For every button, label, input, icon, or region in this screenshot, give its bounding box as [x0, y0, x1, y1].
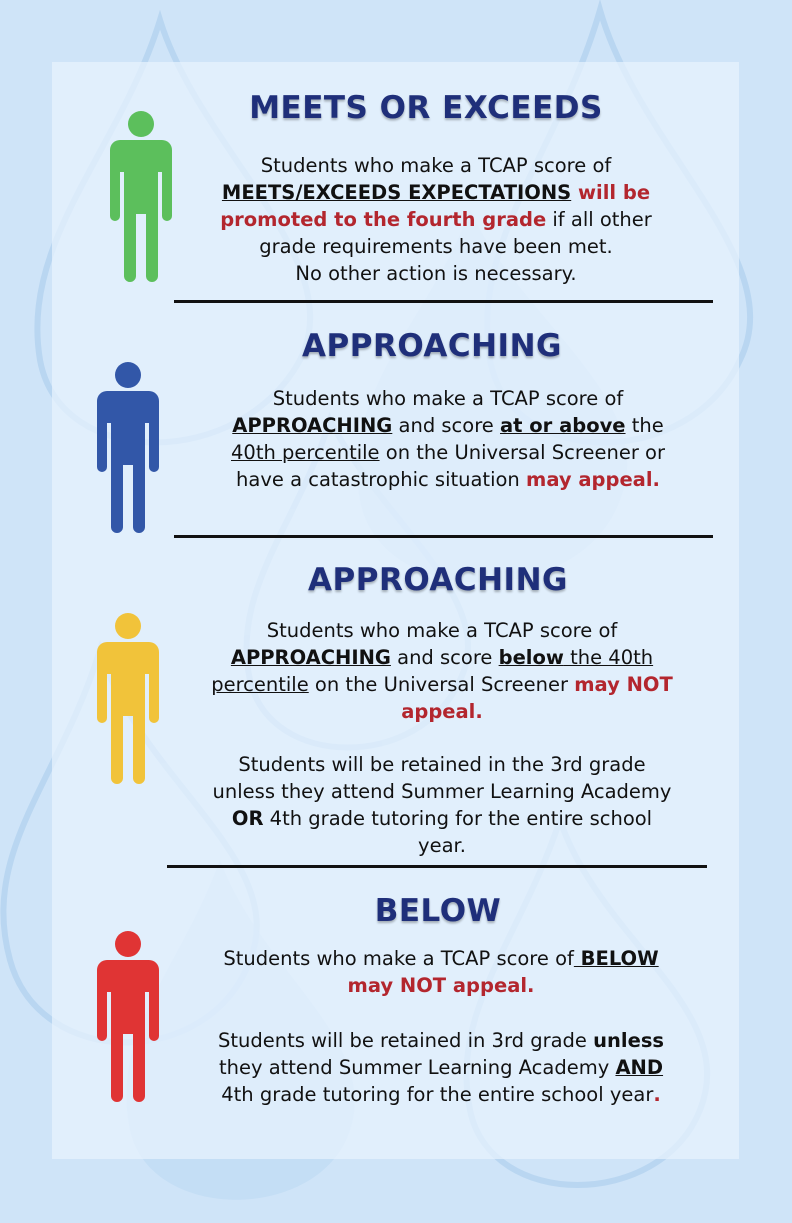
text: . [653, 1083, 661, 1106]
text: if all other [546, 208, 652, 231]
emphasis-percentile: percentile [211, 673, 309, 696]
yellow-person-icon [93, 612, 163, 784]
green-person-icon [106, 110, 176, 282]
divider [174, 535, 713, 538]
approaching-retention-note [178, 751, 706, 859]
emphasis-and: AND [615, 1056, 664, 1079]
text: 4th grade tutoring for the entire school [263, 807, 653, 830]
emphasis-approaching: APPROACHING [232, 414, 393, 437]
emphasis-below: BELOW [573, 947, 659, 970]
emphasis-approaching: APPROACHING [230, 646, 391, 669]
emphasis-40th-percentile: 40th percentile [231, 441, 380, 464]
text: and score [390, 646, 499, 669]
emphasis-below: below [498, 646, 564, 669]
heading-meets-or-exceeds: MEETS OR EXCEEDS [249, 90, 603, 126]
emphasis-or: OR [231, 807, 264, 830]
text: and score [392, 414, 500, 437]
text: on the Universal Screener or [379, 441, 665, 464]
text: Students who make a TCAP score of [223, 947, 574, 970]
text: grade requirements have been met. [259, 235, 613, 258]
emphasis-promoted: promoted to the fourth grade [220, 208, 547, 231]
text: 4th grade tutoring for the entire school year [221, 1083, 654, 1106]
text: Students will be retained in the 3rd grade [238, 753, 646, 776]
red-person-icon [93, 930, 163, 1102]
text: Students will be retained in 3rd grade [217, 1029, 594, 1052]
emphasis-appeal: appeal. [401, 700, 483, 723]
text: will be [571, 181, 651, 204]
divider [174, 300, 713, 303]
text: the [625, 414, 664, 437]
emphasis-may-appeal: may appeal. [526, 468, 660, 491]
meets-description [196, 152, 676, 287]
approaching-no-appeal-description [186, 617, 698, 725]
emphasis-may-not: may NOT [574, 673, 673, 696]
heading-below: BELOW [374, 893, 502, 929]
emphasis-unless: unless [593, 1029, 665, 1052]
text: the 40th [563, 646, 654, 669]
heading-approaching-no-appeal: APPROACHING [308, 562, 568, 598]
text: Students who make a TCAP score of [260, 154, 612, 177]
text: have a catastrophic situation [236, 468, 526, 491]
text: unless they attend Summer Learning Academy [212, 780, 672, 803]
text: they attend Summer Learning Academy [218, 1056, 616, 1079]
text: year. [418, 834, 466, 857]
divider [167, 865, 707, 868]
text: No other action is necessary. [295, 262, 577, 285]
emphasis-at-or-above: at or above [500, 414, 626, 437]
text: Students who make a TCAP score of [266, 619, 618, 642]
below-retention-note [182, 1027, 700, 1108]
blue-person-icon [93, 361, 163, 533]
text: on the Universal Screener [308, 673, 575, 696]
approaching-appeal-description [192, 385, 704, 493]
text: Students who make a TCAP score of [272, 387, 624, 410]
below-description [182, 945, 700, 999]
emphasis-may-not-appeal: may NOT appeal. [347, 974, 535, 997]
emphasis-meets-exceeds: MEETS/EXCEEDS EXPECTATIONS [221, 181, 572, 204]
heading-approaching-appeal: APPROACHING [302, 328, 562, 364]
